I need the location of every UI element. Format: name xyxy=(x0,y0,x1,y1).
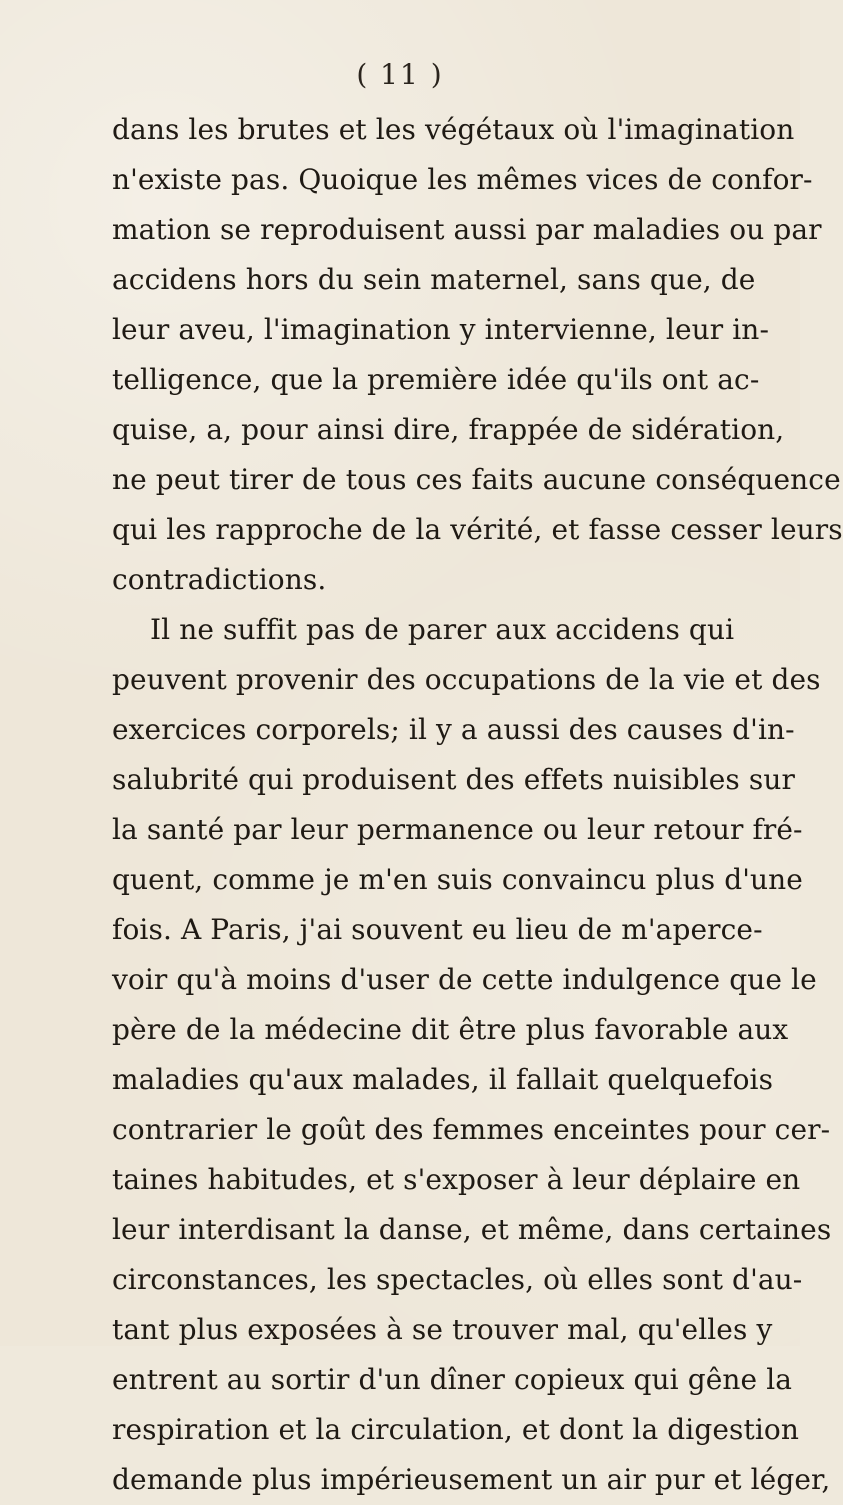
body-text xyxy=(112,105,843,1505)
page-number: ( 11 ) xyxy=(356,58,444,91)
text-line: entrent au sortir d'un dîner copieux qui gêne la xyxy=(112,1363,793,1396)
text-line: maladies qu'aux malades, il fallait quelquefois xyxy=(112,1063,774,1096)
text-line: circonstances, les spectacles, où elles sont d'au- xyxy=(112,1263,803,1296)
text-line: mation se reproduisent aussi par maladies ou par xyxy=(112,213,822,246)
text-line: peuvent provenir des occupations de la vie et des xyxy=(112,663,821,696)
text-line: voir qu'à moins d'user de cette indulgence que le xyxy=(112,963,817,996)
text-line: quent, comme je m'en suis convaincu plus d'une xyxy=(112,863,803,896)
text-line: n'existe pas. Quoique les mêmes vices de confor- xyxy=(112,163,813,196)
text-line: exercices corporels; il y a aussi des causes d'in- xyxy=(112,713,795,746)
text-line: contrarier le goût des femmes enceintes pour cer- xyxy=(112,1113,831,1146)
text-line: respiration et la circulation, et dont la digestion xyxy=(112,1413,800,1446)
text-line: taines habitudes, et s'exposer à leur déplaire en xyxy=(112,1163,801,1196)
text-line: dans les brutes et les végétaux où l'imagination xyxy=(112,113,795,146)
text-line: leur interdisant la danse, et même, dans certaines xyxy=(112,1213,832,1246)
text-line: père de la médecine dit être plus favorable aux xyxy=(112,1013,789,1046)
text-line: la santé par leur permanence ou leur retour fré- xyxy=(112,813,803,846)
paragraph-start-line: Il ne suffit pas de parer aux accidens qui xyxy=(150,613,735,646)
text-line: ne peut tirer de tous ces faits aucune conséquence xyxy=(112,463,841,496)
text-line: accidens hors du sein maternel, sans que, de xyxy=(112,263,756,296)
text-line: tant plus exposées à se trouver mal, qu'elles y xyxy=(112,1313,773,1346)
text-line: quise, a, pour ainsi dire, frappée de sidération, xyxy=(112,413,785,446)
text-line: telligence, que la première idée qu'ils ont ac- xyxy=(112,363,760,396)
text-line: salubrité qui produisent des effets nuisibles sur xyxy=(112,763,795,796)
text-line: fois. A Paris, j'ai souvent eu lieu de m'aperce- xyxy=(112,913,763,946)
text-line: leur aveu, l'imagination y intervienne, leur in- xyxy=(112,313,770,346)
text-line: demande plus impérieusement un air pur et léger, xyxy=(112,1463,831,1496)
paragraph-end-line: contradictions. xyxy=(112,563,327,596)
text-line: qui les rapproche de la vérité, et fasse cesser leurs xyxy=(112,513,843,546)
